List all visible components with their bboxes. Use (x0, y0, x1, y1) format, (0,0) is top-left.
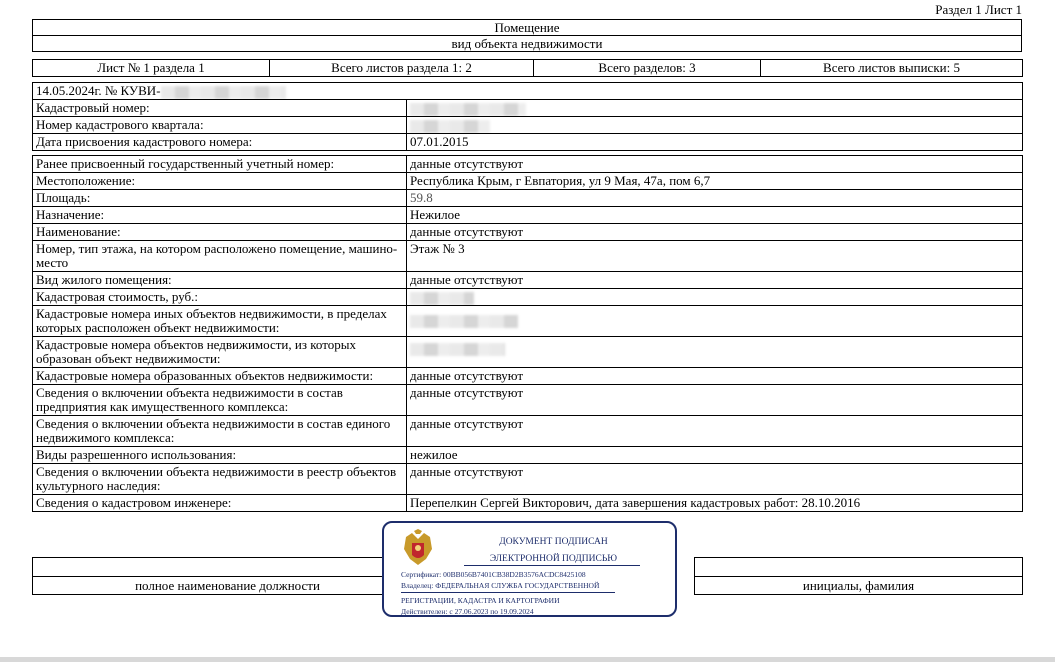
row-label: Вид жилого помещения: (33, 272, 407, 289)
row-label: Кадастровая стоимость, руб.: (33, 289, 407, 306)
row-label: Местоположение: (33, 173, 407, 190)
table-row (33, 368, 1023, 385)
row-value: Республика Крым, г Евпатория, ул 9 Мая, 47а, пом 6,7 (407, 173, 1023, 190)
quarter-label: Номер кадастрового квартала: (33, 117, 407, 134)
row-value: данные отсутствуют (407, 156, 1023, 173)
row-value: данные отсутствуют (407, 385, 1023, 416)
electronic-signature-stamp (382, 521, 677, 617)
row-value: данные отсутствуют (407, 368, 1023, 385)
table-row (33, 156, 1023, 173)
table-row (33, 464, 1023, 495)
row-label: Сведения о включении объекта недвижимости в реестр объектов культурного наследия: (33, 464, 407, 495)
total-sheets-extract: Всего листов выписки: 5 (761, 60, 1023, 77)
stamp-line1: ДОКУМЕНТ ПОДПИСАН (499, 537, 608, 547)
row-label: Назначение: (33, 207, 407, 224)
row-value: Этаж № 3 (407, 241, 1023, 272)
position-label: полное наименование должности (33, 577, 423, 595)
cadastral-number-value (407, 100, 1023, 117)
row-value: данные отсутствуют (407, 272, 1023, 289)
row-label: Сведения о включении объекта недвижимости в состав предприятия как имущественного комплекса: (33, 385, 407, 416)
date-value: 07.01.2015 (407, 134, 1023, 151)
redacted-extract-number (161, 86, 286, 99)
row-value: данные отсутствуют (407, 224, 1023, 241)
row-label: Виды разрешенного использования: (33, 447, 407, 464)
name-label: инициалы, фамилия (695, 577, 1023, 595)
table-row (33, 306, 1023, 337)
table-row (33, 272, 1023, 289)
row-label: Ранее присвоенный государственный учетный номер: (33, 156, 407, 173)
stamp-owner: Владелец: ФЕДЕРАЛЬНАЯ СЛУЖБА ГОСУДАРСТВЕННОЙ (401, 581, 600, 590)
row-value: данные отсутствуют (407, 464, 1023, 495)
stamp-divider (464, 565, 640, 566)
row-label: Площадь: (33, 190, 407, 207)
redacted-cadastral-number (410, 103, 526, 116)
quarter-value (407, 117, 1023, 134)
redacted-parent-objects (410, 315, 518, 328)
redacted-source-objects (410, 343, 505, 356)
row-label: Наименование: (33, 224, 407, 241)
sheet-of-section: Лист № 1 раздела 1 (33, 60, 270, 77)
title-table (32, 19, 1022, 52)
table-row (33, 224, 1023, 241)
table-row (33, 447, 1023, 464)
row-label: Кадастровые номера образованных объектов недвижимости: (33, 368, 407, 385)
table-row (33, 289, 1023, 306)
table-row (33, 495, 1023, 512)
table-row (33, 190, 1023, 207)
total-sheets-section: Всего листов раздела 1: 2 (270, 60, 534, 77)
row-value: данные отсутствуют (407, 416, 1023, 447)
stamp-owner-2: РЕГИСТРАЦИИ, КАДАСТРА И КАРТОГРАФИИ (401, 596, 560, 605)
redacted-cadastral-value (410, 292, 474, 305)
stamp-divider-2 (401, 592, 615, 593)
row-label: Сведения о включении объекта недвижимости в состав единого недвижимого комплекса: (33, 416, 407, 447)
table-row (33, 241, 1023, 272)
table-row (33, 337, 1023, 368)
stamp-certificate: Сертификат: 00BB056B7401CB38D2B3576ACDC8425108 (401, 570, 586, 579)
table-row (33, 173, 1023, 190)
date-label: Дата присвоения кадастрового номера: (33, 134, 407, 151)
row-value: нежилое (407, 447, 1023, 464)
table-row (33, 207, 1023, 224)
total-sections: Всего разделов: 3 (534, 60, 761, 77)
coat-of-arms-icon (400, 529, 436, 569)
extract-number-cell (33, 83, 1023, 100)
ids-table (32, 82, 1023, 151)
row-value: 59.8 (407, 190, 1023, 207)
row-label: Кадастровые номера объектов недвижимости, из которых образован объект недвижимости: (33, 337, 407, 368)
table-row (33, 416, 1023, 447)
viewer-bottom-bar (0, 657, 1055, 662)
cadastral-number-label: Кадастровый номер: (33, 100, 407, 117)
sheets-table (32, 59, 1023, 77)
row-value (407, 306, 1023, 337)
stamp-line2: ЭЛЕКТРОННОЙ ПОДПИСЬЮ (489, 554, 618, 564)
row-value (407, 337, 1023, 368)
page-header: Раздел 1 Лист 1 (935, 2, 1022, 17)
redacted-quarter-number (410, 120, 490, 133)
object-title: Помещение (33, 20, 1022, 36)
table-row (33, 385, 1023, 416)
name-line (695, 558, 1023, 577)
row-label: Сведения о кадастровом инженере: (33, 495, 407, 512)
details-table (32, 155, 1023, 512)
object-type-caption: вид объекта недвижимости (33, 36, 1022, 52)
row-value: Перепелкин Сергей Викторович, дата завершения кадастровых работ: 28.10.2016 (407, 495, 1023, 512)
stamp-validity: Действителен: с 27.06.2023 по 19.09.2024 (401, 607, 534, 616)
row-value (407, 289, 1023, 306)
row-label: Номер, тип этажа, на котором расположено помещение, машино-место (33, 241, 407, 272)
row-label: Кадастровые номера иных объектов недвижимости, в пределах которых расположен объект недвижимости: (33, 306, 407, 337)
position-line (33, 558, 423, 577)
row-value: Нежилое (407, 207, 1023, 224)
extract-number: 14.05.2024г. № КУВИ- (36, 83, 161, 98)
